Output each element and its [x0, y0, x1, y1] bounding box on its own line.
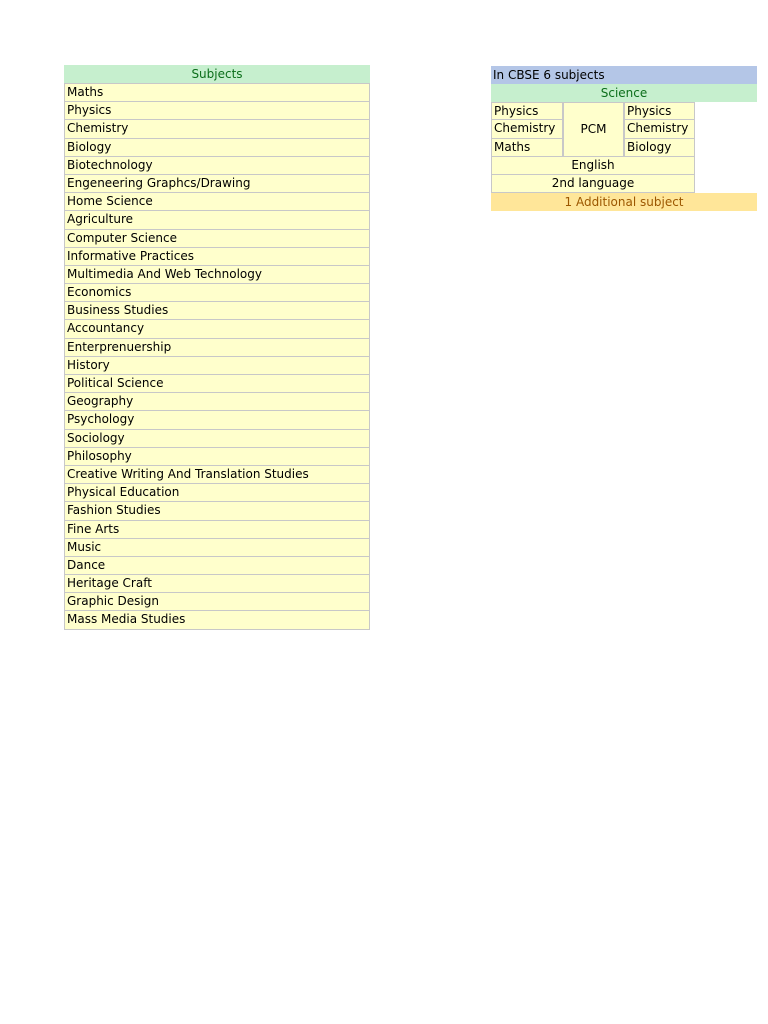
left-subject-cell: Maths [491, 139, 563, 157]
subject-row: Heritage Craft [64, 575, 370, 593]
right-subject-cell: Physics [624, 102, 695, 120]
subjects-list [64, 83, 370, 630]
subject-row: Mass Media Studies [64, 611, 370, 629]
subject-row: History [64, 357, 370, 375]
subject-row: Multimedia And Web Technology [64, 266, 370, 284]
subject-row: Agriculture [64, 211, 370, 229]
subject-row: Biotechnology [64, 157, 370, 175]
subjects-table [64, 65, 370, 630]
subject-row: Dance [64, 557, 370, 575]
left-subject-cell: Physics [491, 102, 563, 120]
subject-row: Economics [64, 284, 370, 302]
english-row: English [491, 157, 695, 175]
subject-row: Graphic Design [64, 593, 370, 611]
subject-row: Psychology [64, 411, 370, 429]
subject-row: Physical Education [64, 484, 370, 502]
subject-row: Fashion Studies [64, 502, 370, 520]
subject-row: Maths [64, 84, 370, 102]
subject-row: Sociology [64, 430, 370, 448]
pcm-label: PCM [563, 102, 624, 157]
science-grid [491, 102, 695, 157]
cbse-title: In CBSE 6 subjects [491, 66, 757, 84]
right-subject-cell: Biology [624, 139, 695, 157]
cbse-table [491, 66, 757, 211]
subject-row: Political Science [64, 375, 370, 393]
subject-row: Business Studies [64, 302, 370, 320]
left-subject-cell: Chemistry [491, 120, 563, 138]
subject-row: Biology [64, 139, 370, 157]
additional-subject-row: 1 Additional subject [491, 193, 757, 211]
subject-row: Music [64, 539, 370, 557]
subject-row: Informative Practices [64, 248, 370, 266]
subjects-header: Subjects [64, 65, 370, 83]
stream-header: Science [491, 84, 757, 102]
subject-row: Accountancy [64, 320, 370, 338]
subject-row: Fine Arts [64, 521, 370, 539]
subject-row: Home Science [64, 193, 370, 211]
second-language-row: 2nd language [491, 175, 695, 193]
right-subject-cell: Chemistry [624, 120, 695, 138]
subject-row: Philosophy [64, 448, 370, 466]
subject-row: Physics [64, 102, 370, 120]
subject-row: Creative Writing And Translation Studies [64, 466, 370, 484]
subject-row: Geography [64, 393, 370, 411]
subject-row: Chemistry [64, 120, 370, 138]
subject-row: Enterprenuership [64, 339, 370, 357]
subject-row: Computer Science [64, 230, 370, 248]
subject-row: Engeneering Graphcs/Drawing [64, 175, 370, 193]
